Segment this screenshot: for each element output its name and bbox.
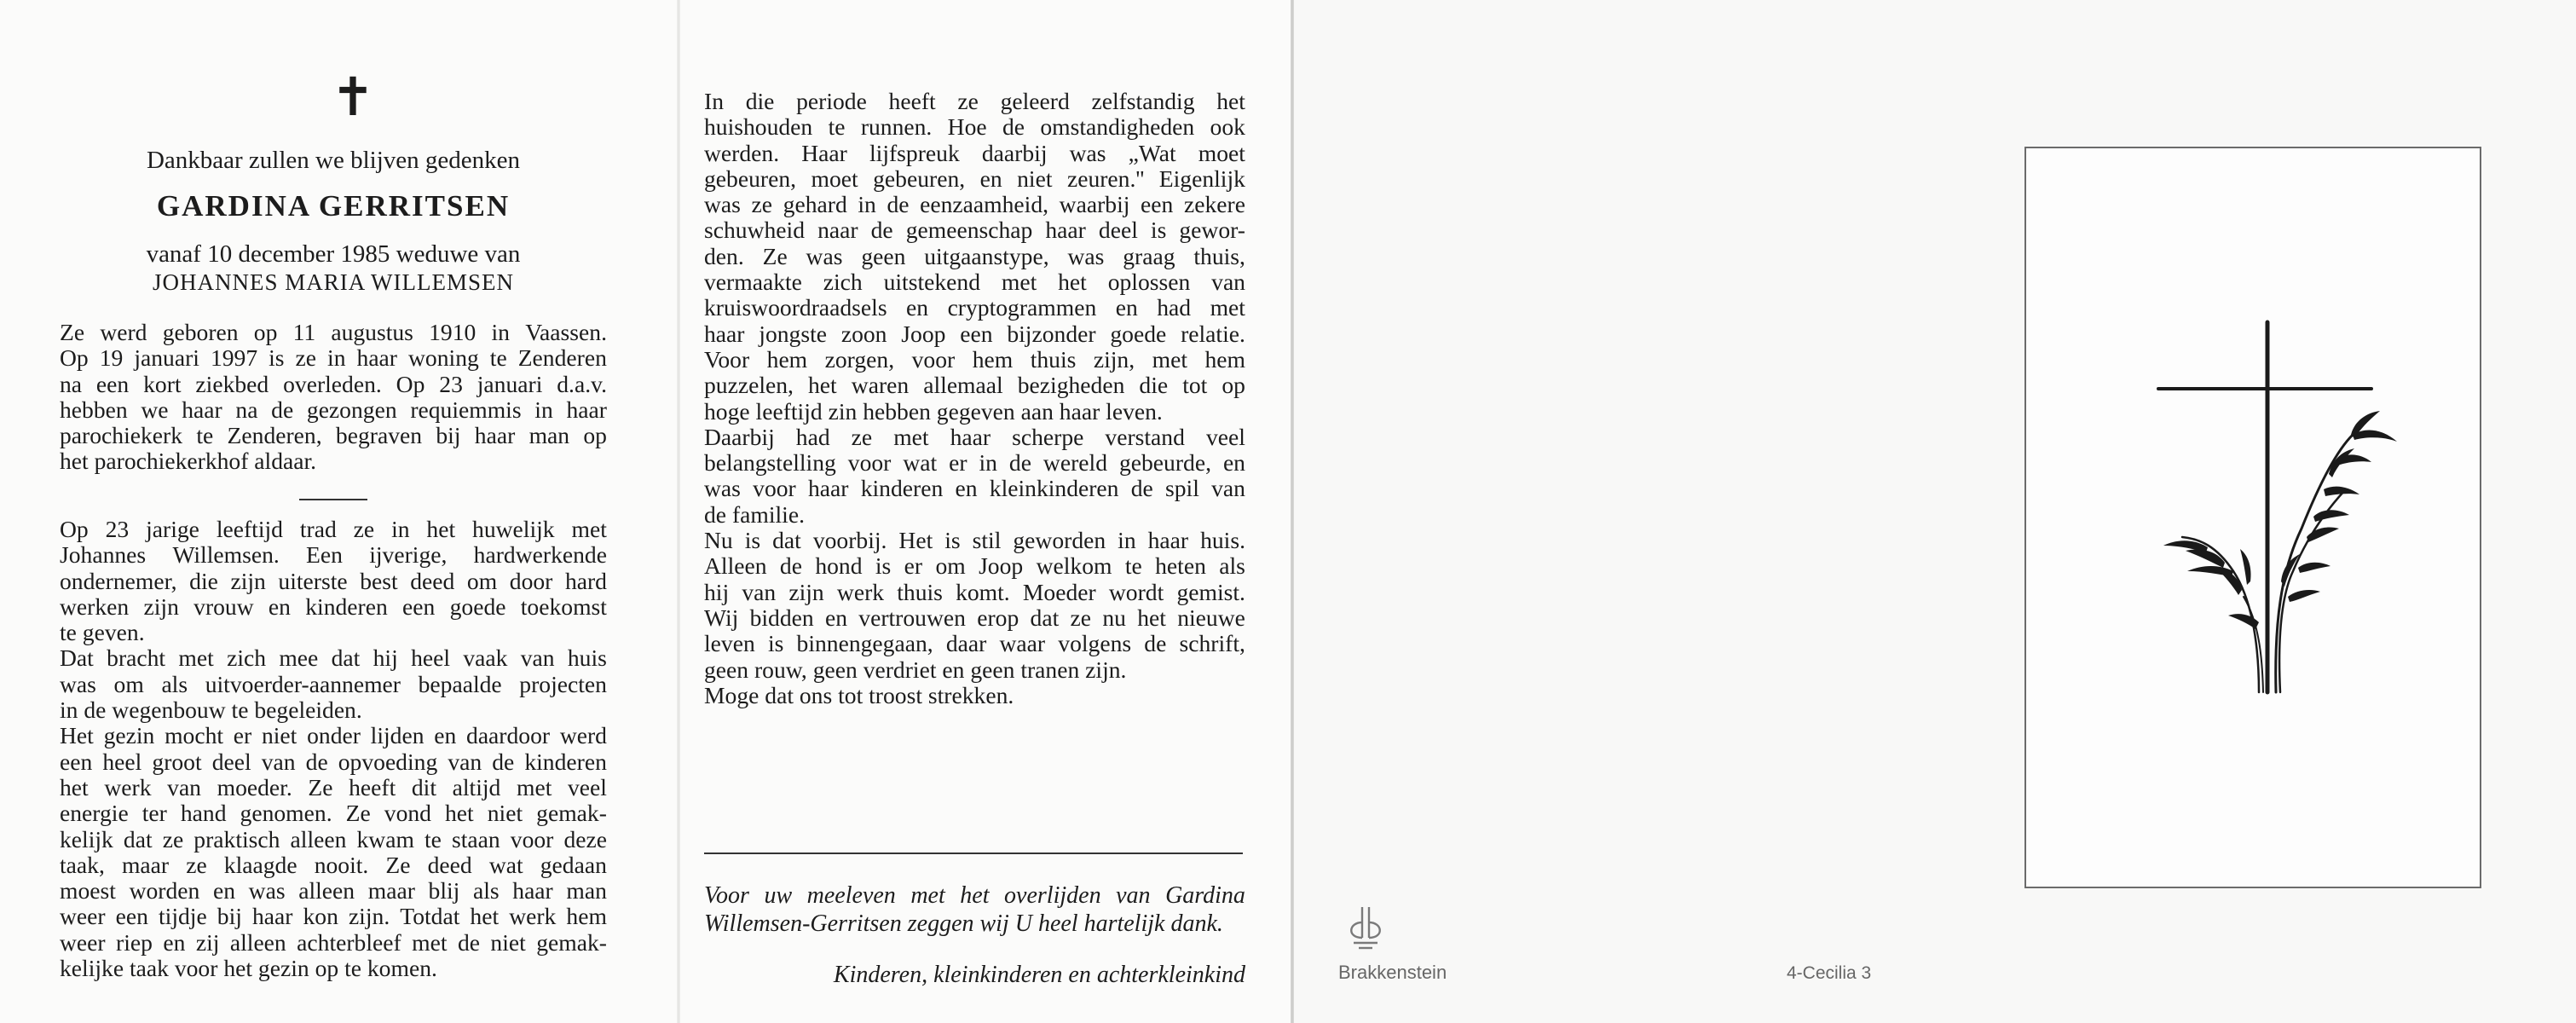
text-line: werken zijn vrouw en kinderen een goede toekomst xyxy=(60,592,607,620)
card-fold-line xyxy=(677,0,680,1023)
text-line: Voor uw meeleven met het overlijden van Gardina xyxy=(704,882,1245,909)
text-line: Op 23 jarige leeftijd trad ze in het huwelijk met xyxy=(60,516,607,542)
deceased-name: GARDINA GERRITSEN xyxy=(156,189,511,223)
text-line: de familie. xyxy=(704,500,805,528)
text-line: was ze gehard in de eenzaamheid, waarbij een zekere xyxy=(704,191,1245,218)
text-line: vermaakte zich uitstekend met het oplossen van xyxy=(704,269,1245,296)
text-line: Het gezin mocht er niet onder lijden en daardoor werd xyxy=(60,722,607,749)
husband-name: JOHANNES MARIA WILLEMSEN xyxy=(152,269,514,295)
text-line: gebeuren, moet gebeuren, en niet zeuren.'' Eigenlijk xyxy=(704,165,1245,192)
text-line: geen rouw, geen verdriet en geen tranen zijn. xyxy=(704,656,1127,683)
text-line: werden. Haar lijfspreuk daarbij was „Wat moet xyxy=(704,139,1245,166)
text-line: weer riep en zij alleen achterbleef met de niet gemak- xyxy=(60,928,607,956)
text-line: Ze werd geboren op 11 augustus 1910 in Vaassen. xyxy=(60,319,607,345)
text-line: leven is binnengegaan, daar waar volgens de schrift, xyxy=(704,630,1245,657)
publisher-logo-icon xyxy=(1340,904,1391,958)
text-line: hebben we haar na de gezongen requiemmis in haar xyxy=(60,396,607,423)
text-line: parochiekerk te Zenderen, begraven bij haar man op xyxy=(60,422,607,449)
thanks-message xyxy=(704,881,1245,938)
text-line: kelijk dat ze praktisch alleen kwam te staan voor deze xyxy=(60,825,607,852)
text-line: Op 19 januari 1997 is ze in haar woning te Zenderen xyxy=(60,344,607,372)
text-line: puzzelen, het waren allemaal bezigheden die tot op xyxy=(704,372,1245,399)
text-line: Johannes Willemsen. Een ijverige, hardwerkende xyxy=(60,541,607,569)
text-line: huishouden te runnen. Hoe de omstandigheden ook xyxy=(704,113,1245,141)
text-line: ondernemer, die zijn uiterste best deed om door hard xyxy=(60,567,607,594)
text-line: het parochiekerkhof aldaar. xyxy=(60,448,317,475)
section-divider xyxy=(299,499,367,500)
text-line: was voor haar kinderen en kleinkinderen de spil van xyxy=(704,475,1245,502)
text-line: Alleen de hond is er om Joop welkom te heten als xyxy=(704,552,1245,580)
text-line: Daarbij had ze met haar scherpe verstand veel xyxy=(704,423,1245,450)
text-line: een heel groot deel van de opvoeding van de kinderen xyxy=(60,748,607,775)
widow-since-line: vanaf 10 december 1985 weduwe van xyxy=(146,240,521,268)
text-line: belangstelling voor wat er in de wereld gebeurde, en xyxy=(704,449,1245,477)
text-line: moest worden en was alleen maar blij als haar man xyxy=(60,877,607,905)
text-line: schuwheid naar de gemeenschap haar deel is gewor- xyxy=(704,217,1245,244)
family-signature: Kinderen, kleinkinderen en achterkleinkind xyxy=(833,962,1245,988)
bio-paragraph-1 xyxy=(60,320,607,475)
text-line: Nu is dat voorbij. Het is stil geworden in haar huis. xyxy=(704,527,1245,554)
cross-with-reeds-illustration xyxy=(2131,315,2421,708)
text-line: hoge leeftijd zin hebben gegeven aan haar leven. xyxy=(704,397,1163,425)
thanks-divider xyxy=(704,852,1243,854)
text-line: weer een tijdje bij haar kon zijn. Totdat het werk hem xyxy=(60,903,607,930)
text-line: haar jongste zoon Joop een bijzonder goede relatie. xyxy=(704,320,1245,347)
text-line: hij van zijn werk thuis komt. Moeder wordt gemist. xyxy=(704,578,1245,605)
text-line: na een kort ziekbed overleden. Op 23 januari d.a.v. xyxy=(60,370,607,397)
text-line: in de wegenbouw te begeleiden. xyxy=(60,696,362,724)
intro-line: Dankbaar zullen we blijven gedenken xyxy=(146,147,521,174)
text-line: Dat bracht met zich mee dat hij heel vaak van huis xyxy=(60,644,607,672)
text-line: Voor hem zorgen, voor hem thuis zijn, met hem xyxy=(704,345,1245,373)
card-fold-line xyxy=(1291,0,1294,1023)
text-line: kelijke taak voor het gezin op te komen. xyxy=(60,955,437,982)
text-line: Moge dat ons tot troost strekken. xyxy=(704,681,1014,708)
text-line: kruiswoordraadsels en cryptogrammen en had met xyxy=(704,294,1245,321)
bio-paragraph-2 xyxy=(60,517,607,981)
text-line: Wij bidden en vertrouwen erop dat ze nu het nieuwe xyxy=(704,604,1245,631)
text-line: te geven. xyxy=(60,619,145,646)
text-line: was om als uitvoerder-aannemer bepaalde projecten xyxy=(60,670,607,697)
text-line: Willemsen-Gerritsen zeggen wij U heel hartelijk dank. xyxy=(704,910,1223,937)
text-line: In die periode heeft ze geleerd zelfstandig het xyxy=(704,88,1245,114)
card-code: 4-Cecilia 3 xyxy=(1787,963,1872,983)
bio-paragraph-3 xyxy=(704,89,1245,708)
cross-icon: ✝ xyxy=(331,69,375,127)
text-line: taak, maar ze klaagde nooit. Ze deed wat gedaan xyxy=(60,851,607,878)
text-line: het werk van moeder. Ze heeft dit altijd met veel xyxy=(60,773,607,800)
text-line: den. Ze was geen uitgaanstype, was graag thuis, xyxy=(704,242,1245,269)
text-line: energie ter hand genomen. Ze vond het niet gemak- xyxy=(60,800,607,827)
publisher-name: Brakkenstein xyxy=(1338,962,1447,983)
